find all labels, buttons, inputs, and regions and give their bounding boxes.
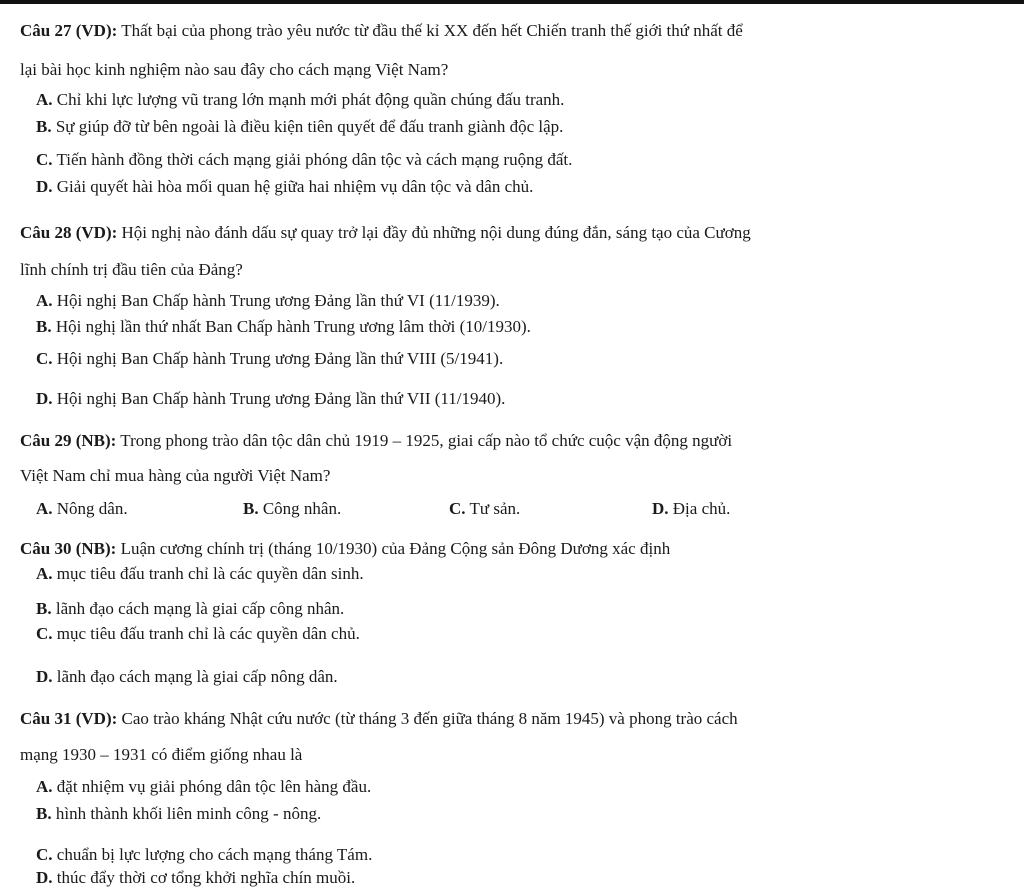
question-30-option-c: C. mục tiêu đấu tranh chỉ là các quyền dân chủ. bbox=[36, 624, 360, 643]
question-30-option-d: D. lãnh đạo cách mạng là giai cấp nông dân. bbox=[36, 667, 338, 686]
question-27-option-d: D. Giải quyết hài hòa mối quan hệ giữa hai nhiệm vụ dân tộc và dân chủ. bbox=[36, 177, 534, 196]
question-31-stem: Câu 31 (VD): Cao trào kháng Nhật cứu nước (từ tháng 3 đến giữa tháng 8 năm 1945) và phong trào cách bbox=[20, 709, 738, 728]
question-31-option-d: D. thúc đẩy thời cơ tổng khởi nghĩa chín muồi. bbox=[36, 868, 356, 887]
question-label: Câu 27 (VD): bbox=[20, 21, 118, 40]
question-28-option-d: D. Hội nghị Ban Chấp hành Trung ương Đảng lần thứ VII (11/1940). bbox=[36, 389, 506, 408]
question-label: Câu 31 (VD): bbox=[20, 709, 118, 728]
question-label: Câu 30 (NB): bbox=[20, 539, 117, 558]
question-31-option-c: C. chuẩn bị lực lượng cho cách mạng tháng Tám. bbox=[36, 845, 373, 864]
question-28-option-a: A. Hội nghị Ban Chấp hành Trung ương Đảng lần thứ VI (11/1939). bbox=[36, 291, 500, 310]
question-29-option-b: B. Công nhân. bbox=[243, 499, 342, 518]
question-30-option-a: A. mục tiêu đấu tranh chỉ là các quyền dân sinh. bbox=[36, 564, 364, 583]
question-27-option-c: C. Tiến hành đồng thời cách mạng giải phóng dân tộc và cách mạng ruộng đất. bbox=[36, 150, 573, 169]
question-27-option-a: A. Chỉ khi lực lượng vũ trang lớn mạnh mới phát động quần chúng đấu tranh. bbox=[36, 90, 565, 109]
question-27-option-b: B. Sự giúp đỡ từ bên ngoài là điều kiện tiên quyết để đấu tranh giành độc lập. bbox=[36, 117, 564, 136]
question-29-option-c: C. Tư sản. bbox=[449, 499, 521, 518]
question-28-option-b: B. Hội nghị lần thứ nhất Ban Chấp hành Trung ương lâm thời (10/1930). bbox=[36, 317, 531, 336]
question-label: Câu 29 (NB): bbox=[20, 431, 117, 450]
question-30-stem: Câu 30 (NB): Luận cương chính trị (tháng 10/1930) của Đảng Cộng sản Đông Dương xác định bbox=[20, 539, 671, 558]
question-29-stem: Câu 29 (NB): Trong phong trào dân tộc dân chủ 1919 – 1925, giai cấp nào tổ chức cuộc vận động người bbox=[20, 431, 733, 450]
question-29-stem-cont: Việt Nam chỉ mua hàng của người Việt Nam? bbox=[20, 466, 331, 485]
question-27-stem-cont: lại bài học kinh nghiệm nào sau đây cho cách mạng Việt Nam? bbox=[20, 60, 449, 79]
question-29-option-a: A. Nông dân. bbox=[36, 499, 128, 518]
question-30-option-b: B. lãnh đạo cách mạng là giai cấp công nhân. bbox=[36, 599, 345, 618]
question-31-stem-cont: mạng 1930 – 1931 có điểm giống nhau là bbox=[20, 745, 303, 764]
question-28-stem: Câu 28 (VD): Hội nghị nào đánh dấu sự quay trở lại đầy đủ những nội dung đúng đắn, sáng tạo của Cương bbox=[20, 223, 751, 242]
question-29-option-d: D. Địa chủ. bbox=[652, 499, 731, 518]
question-27-stem: Câu 27 (VD): Thất bại của phong trào yêu nước từ đầu thế kỉ XX đến hết Chiến tranh thế giới thứ nhất để bbox=[20, 21, 743, 40]
question-28-stem-cont: lĩnh chính trị đầu tiên của Đảng? bbox=[20, 260, 243, 279]
question-31-option-a: A. đặt nhiệm vụ giải phóng dân tộc lên hàng đầu. bbox=[36, 777, 372, 796]
question-label: Câu 28 (VD): bbox=[20, 223, 118, 242]
question-31-option-b: B. hình thành khối liên minh công - nông. bbox=[36, 804, 322, 823]
top-border bbox=[0, 0, 1024, 4]
question-28-option-c: C. Hội nghị Ban Chấp hành Trung ương Đảng lần thứ VIII (5/1941). bbox=[36, 349, 504, 368]
